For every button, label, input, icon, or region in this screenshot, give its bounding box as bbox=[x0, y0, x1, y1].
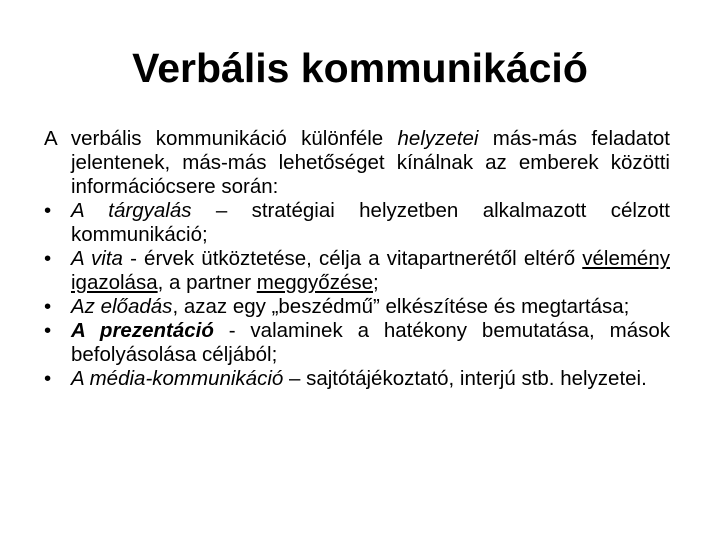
bullet-term: Az előadás bbox=[71, 295, 173, 318]
bullet-term: A tárgyalás bbox=[71, 199, 192, 222]
link-meggyozese[interactable]: meggyőzése bbox=[256, 271, 373, 294]
bullet-icon: • bbox=[44, 367, 52, 390]
bullet-text: , azaz egy „beszédmű” elkészítése és megtartása; bbox=[172, 295, 630, 318]
slide-title: Verbális kommunikáció bbox=[132, 45, 588, 91]
intro-text-italic: helyzetei bbox=[397, 127, 479, 150]
bullet-text: - érvek ütköztetése, célja a vitapartnerétől eltérő bbox=[122, 247, 583, 270]
bullet-icon: • bbox=[44, 319, 52, 342]
bullet-term: A vita bbox=[71, 247, 123, 270]
bullet-term: A média-kommunikáció bbox=[71, 367, 284, 390]
slide-content bbox=[44, 127, 670, 391]
bullet-text: - valaminek a hatékony bemutatása, mások befolyásolása céljából; bbox=[71, 319, 670, 366]
bullet-item-targyalas bbox=[44, 199, 670, 247]
bullet-text: – stratégiai helyzetben alkalmazott célzott kommunikáció; bbox=[71, 199, 670, 246]
bullet-icon: • bbox=[44, 247, 52, 270]
link-igazolasa[interactable]: igazolása bbox=[71, 271, 158, 294]
bullet-icon: • bbox=[44, 295, 52, 318]
intro-text-2: más-más feladatot jelentenek, más-más lehetőséget kínálnak az emberek közötti információcsere során: bbox=[71, 127, 670, 198]
bullet-item-vita bbox=[44, 247, 670, 295]
bullet-item-eloadas bbox=[44, 295, 670, 319]
bullet-text: ; bbox=[373, 271, 379, 294]
link-velemeny[interactable]: vélemény bbox=[582, 247, 670, 270]
intro-paragraph bbox=[44, 127, 670, 199]
bullet-text: – sajtótájékoztató, interjú stb. helyzetei. bbox=[283, 367, 647, 390]
bullet-icon: • bbox=[44, 199, 52, 222]
bullet-item-prezentacio bbox=[44, 319, 670, 367]
bullet-item-media-kommunikacio bbox=[44, 367, 670, 391]
bullet-term: A prezentáció bbox=[71, 319, 214, 342]
bullet-text: , a partner bbox=[157, 271, 257, 294]
intro-text-1: A verbális kommunikáció különféle bbox=[44, 127, 398, 150]
